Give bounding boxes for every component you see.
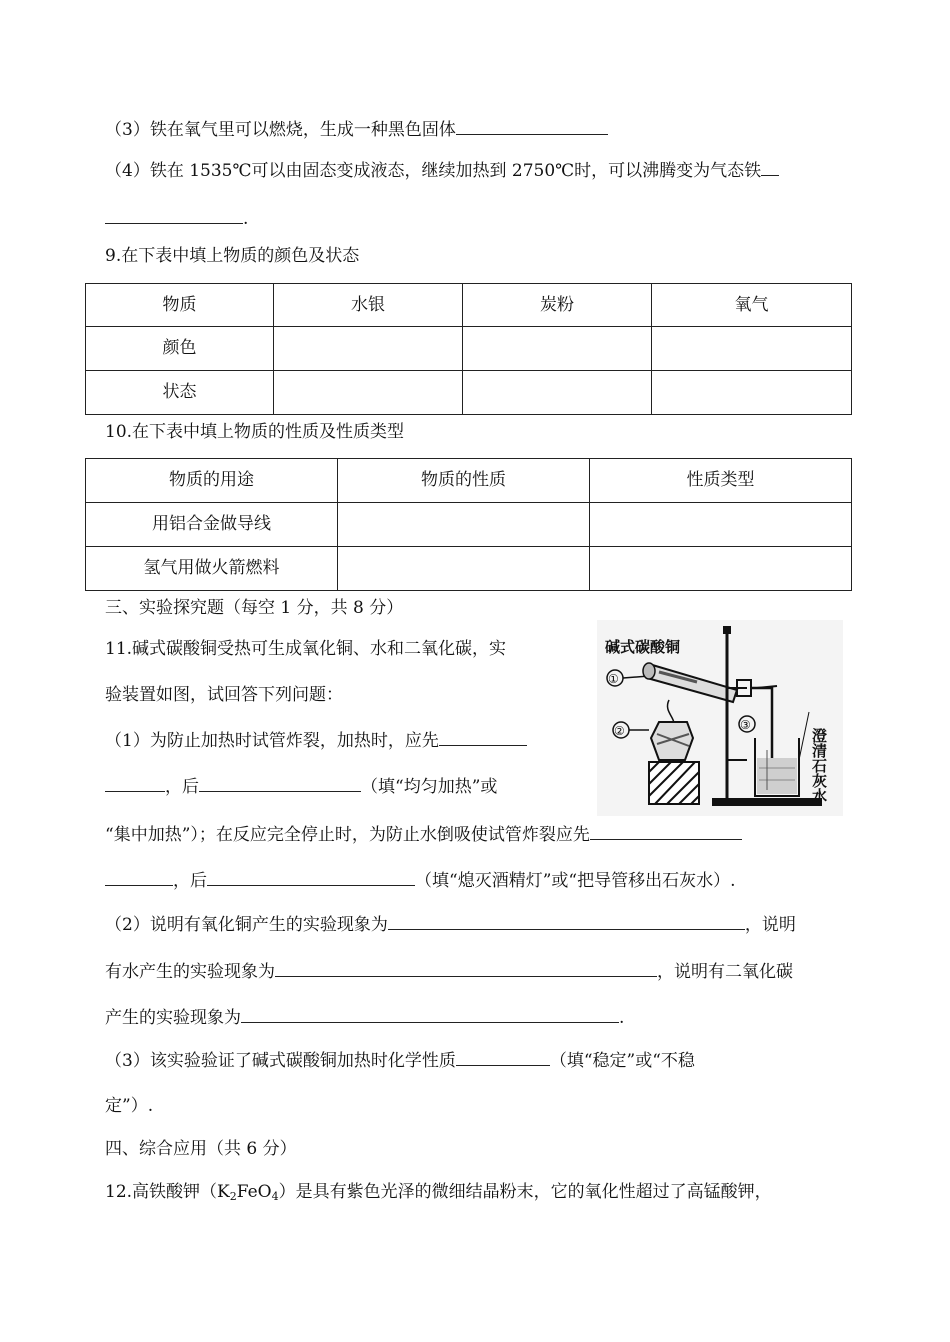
- q11-line: （3）该实验验证了碱式碳酸铜加热时化学性质 （填“稳定”或“不稳: [105, 1047, 695, 1073]
- marker-2: ②: [614, 724, 625, 738]
- q10-table: [85, 458, 852, 591]
- answer-cell[interactable]: [274, 327, 463, 371]
- q8-item4-continued: .: [105, 205, 248, 231]
- q11-line: 产生的实验现象为 .: [105, 1004, 624, 1030]
- figure-title: 碱式碳酸铜: [605, 638, 681, 656]
- table-row-label: 用铝合金做导线: [86, 503, 338, 547]
- answer-cell[interactable]: [463, 371, 652, 415]
- q9-title: 9.在下表中填上物质的颜色及状态: [105, 246, 360, 266]
- answer-blank[interactable]: [241, 1004, 619, 1023]
- table-header-cell: 炭粉: [463, 284, 652, 327]
- answer-cell[interactable]: [652, 327, 852, 371]
- answer-blank[interactable]: [105, 867, 173, 886]
- q11-line: “集中加热”）；在反应完全停止时，为防止水倒吸使试管炸裂应先: [105, 821, 742, 847]
- answer-blank[interactable]: [105, 205, 243, 224]
- q11-line: 定”）.: [105, 1096, 154, 1116]
- section-heading: 三、实验探究题（每空 1 分，共 8 分）: [105, 598, 404, 618]
- answer-blank[interactable]: [105, 773, 165, 792]
- answer-cell[interactable]: [274, 371, 463, 415]
- table-header-cell: 物质: [86, 284, 274, 327]
- marker-3: ③: [740, 718, 751, 732]
- q11-line: （1）为防止加热时试管炸裂，加热时，应先: [105, 727, 527, 753]
- answer-cell[interactable]: [590, 503, 852, 547]
- q8-item4: （4）铁在 1535℃可以由固态变成液态，继续加热到 2750℃时，可以沸腾变为气态铁: [105, 157, 779, 183]
- section-heading: 四、综合应用（共 6 分）: [105, 1139, 297, 1159]
- answer-blank[interactable]: [456, 1047, 550, 1066]
- q8-item3: （3）铁在氧气里可以燃烧，生成一种黑色固体: [105, 116, 608, 142]
- answer-blank[interactable]: [456, 116, 608, 135]
- table-header-cell: 氧气: [652, 284, 852, 327]
- wooden-block: [649, 762, 699, 804]
- table-row-label: 颜色: [86, 327, 274, 371]
- q10-title: 10.在下表中填上物质的性质及性质类型: [105, 422, 405, 442]
- limewater-label: 澄清石灰水: [810, 728, 828, 803]
- answer-blank[interactable]: [199, 773, 361, 792]
- q12-line: 12.高铁酸钾$(K_2FeO_4)$是具有紫色光泽的微细结晶粉末，它的氧化性超过了高锰酸钾，: [105, 1182, 772, 1203]
- q11-line: ，后 （填“熄灭酒精灯”或“把导管移出石灰水）.: [105, 867, 735, 893]
- answer-cell[interactable]: [338, 547, 590, 591]
- table-row-label: 氢气用做火箭燃料: [86, 547, 338, 591]
- answer-blank[interactable]: [439, 727, 527, 746]
- answer-blank[interactable]: [761, 157, 779, 176]
- q11-line: 11.碱式碳酸铜受热可生成氧化铜、水和二氧化碳，实: [105, 639, 507, 659]
- q9-table: [85, 283, 852, 415]
- apparatus-figure: [597, 620, 843, 816]
- answer-cell[interactable]: [338, 503, 590, 547]
- answer-blank[interactable]: [590, 821, 742, 840]
- marker-1: ①: [608, 672, 619, 686]
- q11-line: （2）说明有氧化铜产生的实验现象为 ，说明: [105, 911, 796, 937]
- q11-line: ，后 （填“均匀加热”或: [105, 773, 497, 799]
- table-row-label: 状态: [86, 371, 274, 415]
- answer-cell[interactable]: [463, 327, 652, 371]
- answer-blank[interactable]: [388, 911, 745, 930]
- table-header-cell: 水银: [274, 284, 463, 327]
- answer-cell[interactable]: [590, 547, 852, 591]
- q11-line: 有水产生的实验现象为 ，说明有二氧化碳: [105, 958, 793, 984]
- q11-line: 验装置如图，试回答下列问题：: [105, 685, 343, 705]
- table-header-cell: 性质类型: [590, 459, 852, 503]
- table-header-cell: 物质的性质: [338, 459, 590, 503]
- answer-blank[interactable]: [275, 958, 657, 977]
- answer-cell[interactable]: [652, 371, 852, 415]
- table-header-cell: 物质的用途: [86, 459, 338, 503]
- answer-blank[interactable]: [207, 867, 415, 886]
